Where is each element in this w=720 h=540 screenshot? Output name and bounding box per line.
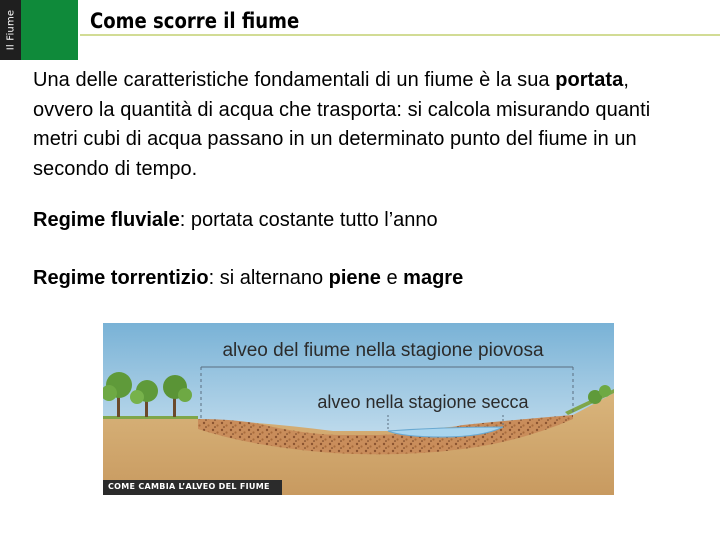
term-regime-fluviale: Regime fluviale xyxy=(33,209,180,231)
side-tab-label: Il Fiume xyxy=(5,9,16,51)
term-magre: magre xyxy=(403,267,464,289)
regime-torrentizio-conj: e xyxy=(380,267,404,289)
regime-fluviale-desc: : portata costante tutto l’anno xyxy=(179,209,438,231)
regime-torrentizio-line xyxy=(33,267,463,290)
slide-title: Come scorre il fiume xyxy=(90,9,300,33)
riverbed-illustration xyxy=(103,323,614,495)
regime-fluviale-line xyxy=(33,209,438,232)
label-dry-season: alveo nella stagione secca xyxy=(317,392,529,412)
term-piene: piene xyxy=(328,267,381,289)
intro-paragraph xyxy=(33,66,693,184)
term-regime-torrentizio: Regime torrentizio xyxy=(33,267,209,289)
intro-text-before: Una delle caratteristiche fondamentali di un fiume è la sua xyxy=(33,69,556,91)
side-tab xyxy=(0,0,21,60)
riverbed-svg xyxy=(103,323,614,495)
figure-caption: COME CAMBIA L’ALVEO DEL FIUME xyxy=(108,482,270,491)
title-underline xyxy=(80,34,720,36)
figure-caption-bar xyxy=(103,480,282,495)
term-portata: portata xyxy=(555,69,624,91)
regime-torrentizio-desc: : si alternano xyxy=(208,267,329,289)
intro-text-after: , ovvero la quantità di acqua che trasporta: si calcola misurando quanti metri cubi di acqua passano in un determinato punto del fiume in un secondo di tempo. xyxy=(33,69,651,180)
accent-block xyxy=(21,0,78,60)
label-rainy-season: alveo del fiume nella stagione piovosa xyxy=(222,340,544,361)
